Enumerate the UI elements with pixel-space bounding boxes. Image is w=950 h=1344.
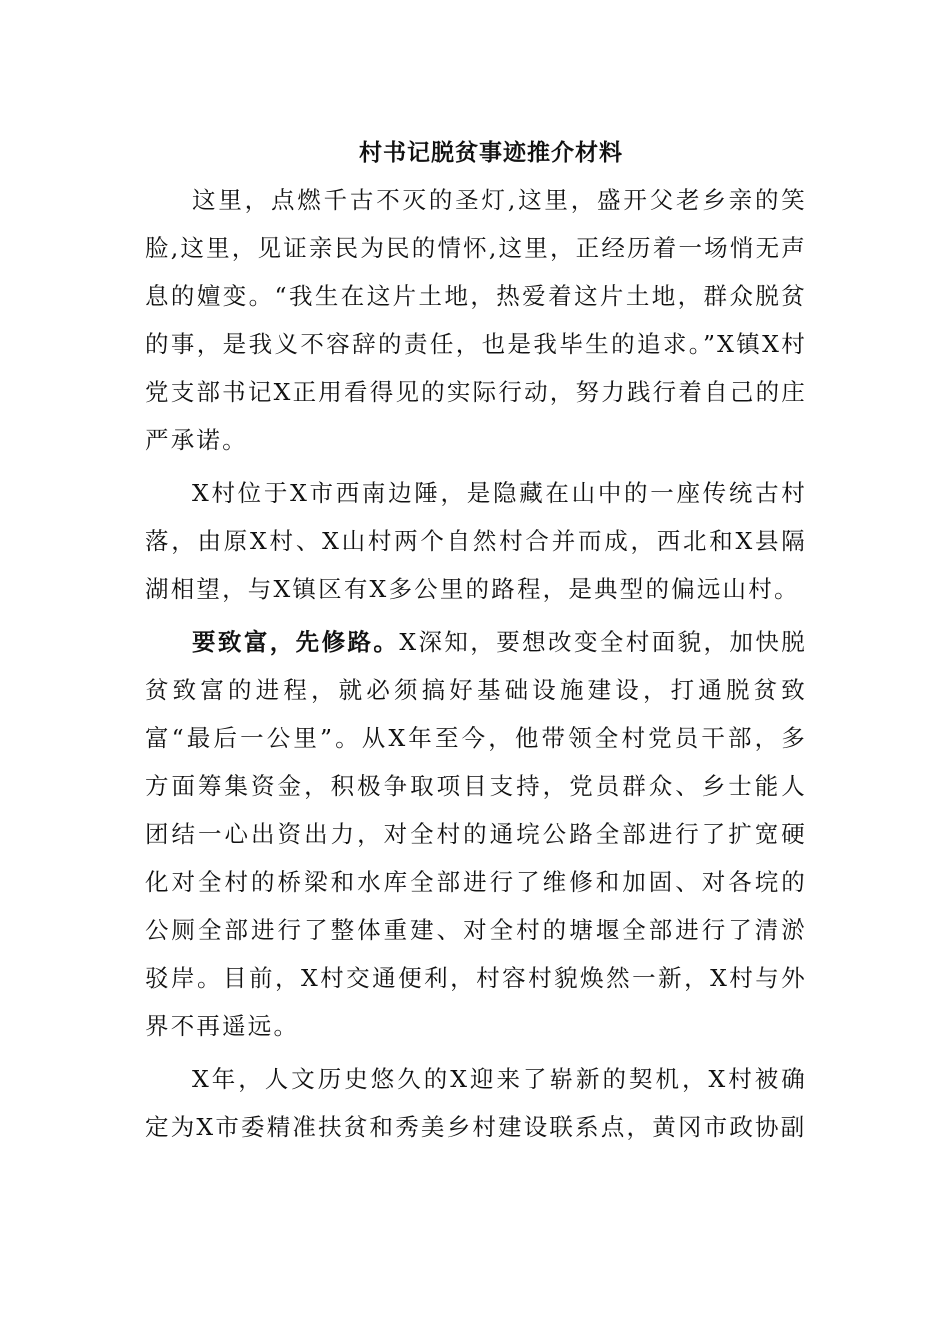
document-page xyxy=(145,130,807,1151)
paragraph-text: X深知，要想改变全村面貌，加快脱贫致富的进程，就必须搞好基础设施建设，打通脱贫致富“最后一公里”。从X年至今，他带领全村党员干部，多方面筹集资金，积极争取项目支持，党员群众、乡士能人团结一心出资出力，对全村的通垸公路全部进行了扩宽硬化对全村的桥梁和水库全部进行了维修和加固、对各垸的公厕全部进行了整体重建、对全村的塘堰全部进行了清淤驳岸。目前，X村交通便利，村容村貌焕然一新，X村与外界不再遥远。 xyxy=(145,628,807,1040)
document-title: 村书记脱贫事迹推介材料 xyxy=(359,139,623,166)
paragraph-opportunity xyxy=(145,1055,807,1151)
paragraph-lead: 要致富，先修路。 xyxy=(192,628,400,656)
paragraph-roads xyxy=(145,618,807,1050)
paragraph-text: X村位于X市西南边陲，是隐藏在山中的一座传统古村落，由原X村、X山村两个自然村合并而成，西北和X县隔湖相望，与X镇区有X多公里的路程，是典型的偏远山村。 xyxy=(145,479,807,603)
paragraph-text: X年，人文历史悠久的X迎来了崭新的契机，X村被确定为X市委精准扶贫和秀美乡村建设联系点，黄冈市政协副 xyxy=(145,1065,807,1141)
paragraph-text: 这里，点燃千古不灭的圣灯,这里，盛开父老乡亲的笑脸,这里，见证亲民为民的情怀,这里，正经历着一场悄无声息的嬗变。“我生在这片土地，热爱着这片土地，群众脱贫的事，是我义不容辞的责任，也是我毕生的追求。”X镇X村党支部书记X正用看得见的实际行动，努力践行着自己的庄严承诺。 xyxy=(145,186,807,454)
paragraph-location xyxy=(145,469,807,613)
paragraph-intro xyxy=(145,176,807,464)
